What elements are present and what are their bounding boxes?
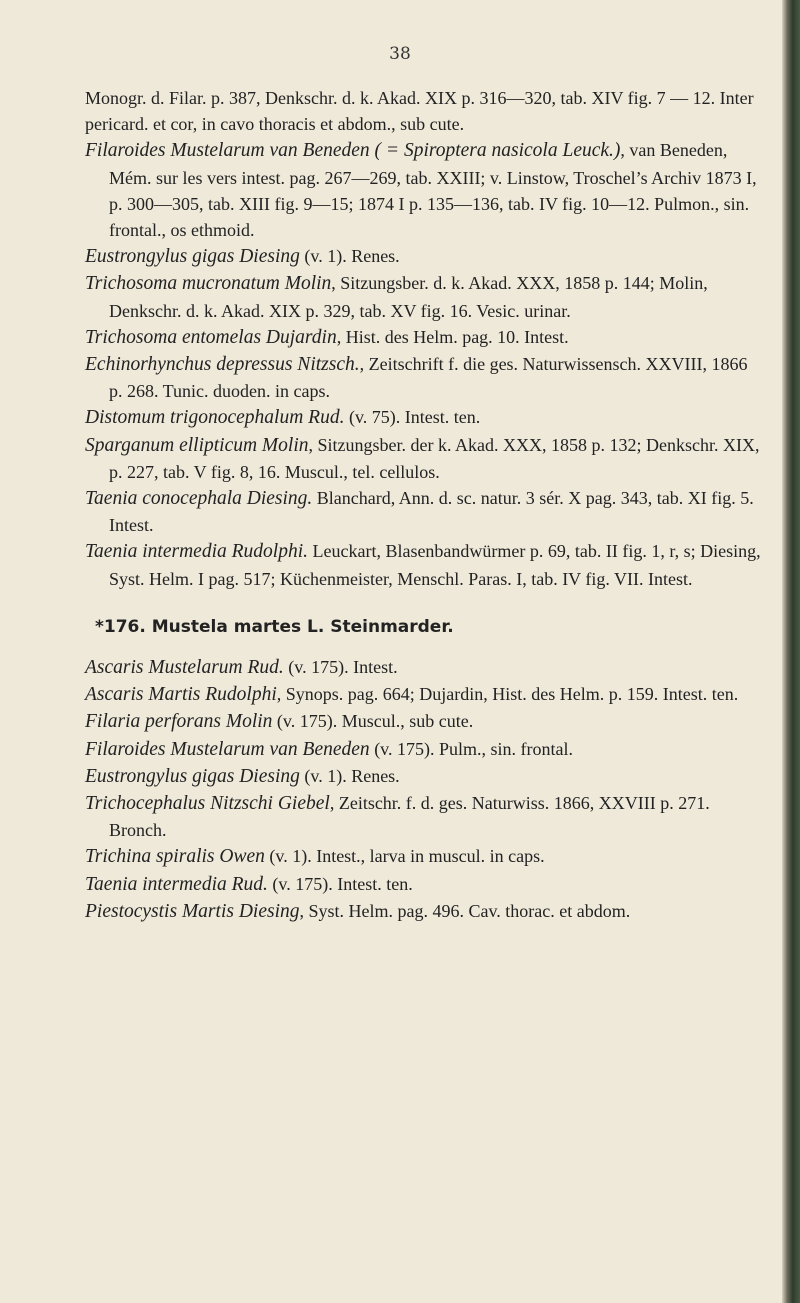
entry-text: (v. 175). Intest. ten. <box>267 873 413 894</box>
section-heading: *176. Mustela martes L. Steinmarder. <box>95 616 454 637</box>
entry <box>85 790 765 843</box>
page-text <box>85 85 765 925</box>
species-name: Ascaris Martis Rudolphi <box>85 684 277 706</box>
entry-text: , Zeitschr. f. d. ges. Naturwiss. 1866, XXVIII p. 271. Bronch. <box>109 793 710 841</box>
entry-text: , Syst. Helm. pag. 496. Cav. thorac. et abdom. <box>299 900 631 921</box>
entry-text: , Hist. des Helm. pag. 10. Intest. <box>336 326 569 347</box>
entry <box>85 708 765 735</box>
species-name: Eustrongylus gigas Diesing <box>85 246 300 268</box>
entry-text: (v. 175). Pulm., sin. frontal. <box>369 738 574 759</box>
book-spine-edge <box>782 0 800 1303</box>
entry-text: Blanchard, Ann. d. sc. natur. 3 sér. X pag. 343, tab. XI fig. 5. Intest. <box>109 488 754 536</box>
species-name: Ascaris Mustelarum Rud. <box>85 657 284 679</box>
species-name: Taenia intermedia Rud. <box>85 873 268 895</box>
entry <box>85 898 765 925</box>
entry-text: , Zeitschrift f. die ges. Naturwissensch. XXVIII, 1866 p. 268. Tunic. duoden. in caps. <box>109 354 748 402</box>
species-name: Trichina spiralis Owen <box>85 846 265 868</box>
species-name: Filaria perforans Molin <box>85 711 273 733</box>
species-name: Filaroides Mustelarum van Beneden <box>85 738 370 760</box>
entry <box>85 538 765 591</box>
entry-text: , Synops. pag. 664; Dujardin, Hist. des Helm. p. 159. Intest. ten. <box>276 684 739 705</box>
entry <box>85 763 765 790</box>
species-name: Piestocystis Martis Diesing <box>85 900 300 922</box>
species-name: Trichocephalus Nitzschi Giebel <box>85 793 330 815</box>
entry <box>85 137 765 243</box>
entry <box>85 324 765 351</box>
page-number: 38 <box>389 44 411 64</box>
entry-text: (v. 175). Muscul., sub cute. <box>272 711 474 732</box>
entry-text: , Sitzungsber. d. k. Akad. XXX, 1858 p. 144; Molin, Denkschr. d. k. Akad. XIX p. 329, tab. XV fig. 16. Vesic. urinar. <box>109 273 708 321</box>
entry-text: Leuckart, Blasenbandwürmer p. 69, tab. II fig. 1, r, s; Diesing, Syst. Helm. I pag. 517; Küchenmeister, Menschl. Paras. I, tab. IV fig. VII. Intest. <box>109 541 761 589</box>
entry <box>85 243 765 270</box>
species-name: Sparganum ellipticum Molin <box>85 434 309 456</box>
species-name: Trichosoma mucronatum Molin <box>85 273 332 295</box>
entry <box>85 485 765 538</box>
entry-text: , Sitzungsber. der k. Akad. XXX, 1858 p. 132; Denkschr. XIX, p. 227, tab. V fig. 8, 16. Muscul., tel. cellulos. <box>109 434 760 482</box>
species-name: Taenia conocephala Diesing. <box>85 488 313 510</box>
species-name: Echinorhynchus depressus Nitzsch. <box>85 354 360 376</box>
entry <box>85 351 765 404</box>
species-name: Trichosoma entomelas Dujardin <box>85 326 337 348</box>
species-name: Eustrongylus gigas Diesing <box>85 765 300 787</box>
entry-text: (v. 1). Intest., larva in muscul. in caps. <box>264 846 545 867</box>
entry-text: (v. 1). Renes. <box>299 246 400 267</box>
entry-text: (v. 1). Renes. <box>299 765 400 786</box>
entry <box>85 736 765 763</box>
entry <box>85 681 765 708</box>
entry <box>85 404 765 431</box>
entry <box>85 843 765 870</box>
species-name: Distomum trigonocephalum Rud. <box>85 407 345 429</box>
entry-text: , van Beneden, Mém. sur les vers intest. pag. 267—269, tab. XXIII; v. Linstow, Troschel’s Archiv 1873 I, p. 300—305, tab. XIII fig. 9—15; 1874 I p. 135—136, tab. IV fig. 10—12. Pulmon., sin. frontal., os ethmoid. <box>109 140 757 241</box>
entry <box>85 432 765 485</box>
species-name: Taenia intermedia Rudolphi. <box>85 541 308 563</box>
species-name: Filaroides Mustelarum van Beneden ( = Spiroptera nasicola Leuck.) <box>85 140 621 162</box>
entry-text: (v. 175). Intest. <box>283 657 398 678</box>
entry <box>85 270 765 323</box>
entry-text: (v. 75). Intest. ten. <box>344 407 481 428</box>
intro-paragraph: Monogr. d. Filar. p. 387, Denkschr. d. k. Akad. XIX p. 316—320, tab. XIV fig. 7 — 12. Inter pericard. et cor, in cavo thoracis et abdom., sub cute. <box>85 88 754 135</box>
entry <box>85 654 765 681</box>
entry <box>85 871 765 898</box>
